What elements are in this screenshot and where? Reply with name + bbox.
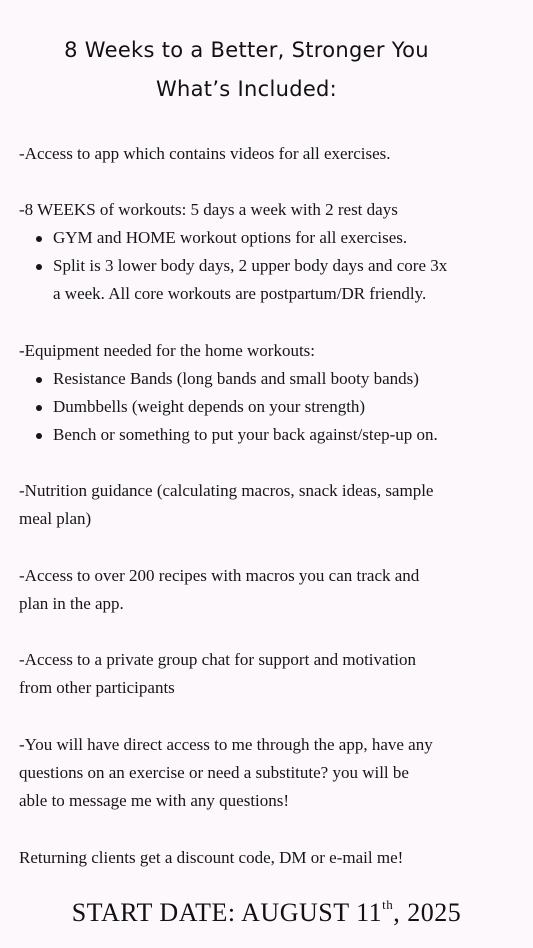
- nutrition-line1: -Nutrition guidance (calculating macros, snack ideas, sample: [19, 481, 434, 500]
- workouts-bullet-gym-home: GYM and HOME workout options for all exercises.: [53, 228, 408, 247]
- group-chat-line2: from other participants: [19, 678, 175, 697]
- workouts-bullet-split-line1: Split is 3 lower body days, 2 upper body days and core 3x: [53, 256, 448, 275]
- group-chat-line1: -Access to a private group chat for support and motivation: [19, 650, 417, 669]
- bullet-dot-icon: [36, 405, 42, 411]
- bullet-dot-icon: [36, 433, 42, 439]
- workouts-heading: -8 WEEKS of workouts: 5 days a week with 2 rest days: [19, 200, 398, 219]
- recipes-line2: plan in the app.: [19, 594, 124, 613]
- bullet-dot-icon: [36, 377, 42, 383]
- bullet-dot-icon: [36, 236, 42, 242]
- page-title: 8 Weeks to a Better, Stronger You: [64, 38, 429, 62]
- start-date-ordinal: th: [382, 897, 394, 912]
- nutrition-line2: meal plan): [19, 509, 92, 528]
- equipment-bullet-bands: Resistance Bands (long bands and small booty bands): [53, 369, 419, 388]
- start-date: [0, 898, 533, 928]
- recipes-line1: -Access to over 200 recipes with macros you can track and: [19, 566, 420, 585]
- page-subtitle: What’s Included:: [155, 77, 338, 101]
- start-date-year: , 2025: [393, 898, 462, 927]
- workouts-bullet-split-line2: a week. All core workouts are postpartum/DR friendly.: [53, 284, 427, 303]
- equipment-heading: -Equipment needed for the home workouts:: [19, 341, 316, 360]
- direct-access-line3: able to message me with any questions!: [19, 791, 290, 810]
- equipment-bullet-dumbbells: Dumbbells (weight depends on your strength): [53, 397, 366, 416]
- direct-access-line1: -You will have direct access to me through the app, have any: [19, 735, 433, 754]
- app-access-text: -Access to app which contains videos for all exercises.: [19, 144, 391, 163]
- start-date-prefix: START DATE: AUGUST 11: [71, 898, 383, 927]
- equipment-bullet-bench: Bench or something to put your back against/step-up on.: [53, 425, 438, 444]
- direct-access-line2: questions on an exercise or need a substitute? you will be: [19, 763, 409, 782]
- returning-clients-text: Returning clients get a discount code, DM or e-mail me!: [19, 848, 404, 867]
- bullet-dot-icon: [36, 264, 42, 270]
